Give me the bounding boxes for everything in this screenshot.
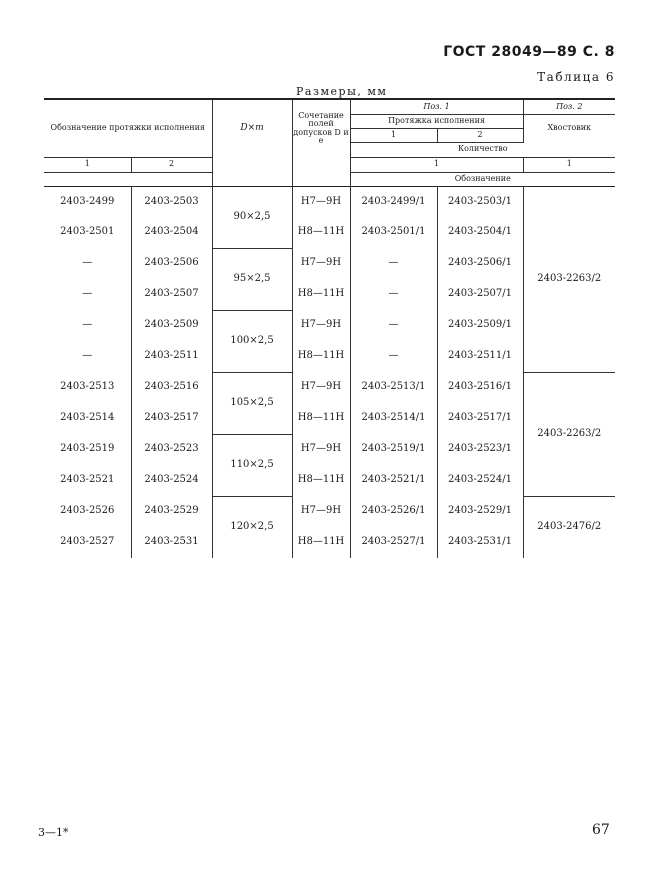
footer-mark: 3—1* xyxy=(38,826,69,839)
tolerance-cell: Н7—9Н xyxy=(292,434,350,465)
pos1-variant2-cell: 2403-2517/1 xyxy=(437,403,523,434)
dxm-cell: 105×2,5 xyxy=(212,372,292,434)
pos1-variant2-cell: 2403-2503/1 xyxy=(437,186,523,217)
pos1-variant1-cell: 2403-2521/1 xyxy=(350,465,437,496)
pos1-variant1-cell: — xyxy=(350,310,437,341)
dxm-cell: 95×2,5 xyxy=(212,248,292,310)
tolerance-cell: Н7—9Н xyxy=(292,372,350,403)
pos1-variant1-cell: 2403-2519/1 xyxy=(350,434,437,465)
table-row xyxy=(44,496,615,527)
variant2-cell: 2403-2529 xyxy=(131,496,212,527)
header-broach-variant: Протяжка исполнения xyxy=(350,114,523,128)
pos1-variant1-cell: 2403-2499/1 xyxy=(350,186,437,217)
dxm-cell: 100×2,5 xyxy=(212,310,292,372)
pos1-variant2-cell: 2403-2506/1 xyxy=(437,248,523,279)
shank-cell: 2403-2476/2 xyxy=(537,521,602,532)
tolerance-cell: Н8—11Н xyxy=(292,279,350,310)
pos1-variant1-cell: 2403-2527/1 xyxy=(350,527,437,558)
variant1-cell: — xyxy=(44,310,131,341)
tolerance-cell: Н7—9Н xyxy=(292,248,350,279)
variant2-cell: 2403-2531 xyxy=(131,527,212,558)
tolerance-cell: Н8—11Н xyxy=(292,527,350,558)
variant1-cell: 2403-2519 xyxy=(44,434,131,465)
pos1-variant2-cell: 2403-2524/1 xyxy=(437,465,523,496)
variant1-cell: 2403-2499 xyxy=(44,186,131,217)
variant1-cell: 2403-2501 xyxy=(44,217,131,248)
dxm-cell: 90×2,5 xyxy=(212,186,292,248)
dxm-cell: 110×2,5 xyxy=(212,434,292,496)
header-num2: 2 xyxy=(131,157,212,172)
variant2-cell: 2403-2517 xyxy=(131,403,212,434)
tolerance-cell: Н7—9Н xyxy=(292,186,350,217)
page-number: 67 xyxy=(592,822,610,838)
variant2-cell: 2403-2507 xyxy=(131,279,212,310)
variant1-cell: 2403-2521 xyxy=(44,465,131,496)
pos1-variant1-cell: — xyxy=(350,341,437,372)
tolerance-cell: Н8—11Н xyxy=(292,341,350,372)
variant1-cell: — xyxy=(44,248,131,279)
variant1-cell: 2403-2514 xyxy=(44,403,131,434)
variant1-cell: 2403-2527 xyxy=(44,527,131,558)
table-label: Таблица 6 xyxy=(537,70,615,84)
tolerance-cell: Н8—11Н xyxy=(292,465,350,496)
header-variant2: 2 xyxy=(437,128,523,142)
standard-number: ГОСТ 28049—89 С. 8 xyxy=(443,44,615,60)
variant1-cell: — xyxy=(44,279,131,310)
header-quantity: Количество xyxy=(350,142,615,157)
tolerance-cell: Н8—11Н xyxy=(292,403,350,434)
variant2-cell: 2403-2516 xyxy=(131,372,212,403)
pos1-variant2-cell: 2403-2529/1 xyxy=(437,496,523,527)
header-num1: 1 xyxy=(44,157,131,172)
table-body xyxy=(44,186,615,558)
pos1-variant2-cell: 2403-2509/1 xyxy=(437,310,523,341)
header-designation: Обозначение протяжки исполнения xyxy=(44,99,212,157)
dxm-cell: 120×2,5 xyxy=(212,496,292,558)
variant2-cell: 2403-2504 xyxy=(131,217,212,248)
header-variant1: 1 xyxy=(350,128,437,142)
variant1-cell: — xyxy=(44,341,131,372)
pos1-variant1-cell: 2403-2514/1 xyxy=(350,403,437,434)
table-row xyxy=(44,372,615,403)
tolerance-cell: Н7—9Н xyxy=(292,310,350,341)
table-row xyxy=(44,186,615,217)
header-shank: Хвостовик xyxy=(547,123,592,133)
pos1-variant2-cell: 2403-2504/1 xyxy=(437,217,523,248)
header-pos1: Поз. 1 xyxy=(350,99,523,114)
variant1-cell: 2403-2526 xyxy=(44,496,131,527)
variant2-cell: 2403-2503 xyxy=(131,186,212,217)
variant2-cell: 2403-2523 xyxy=(131,434,212,465)
shank-cell: 2403-2263/2 xyxy=(523,186,615,372)
pos1-variant1-cell: — xyxy=(350,279,437,310)
header-pos2: Поз. 2 xyxy=(523,99,615,114)
variant2-cell: 2403-2511 xyxy=(131,341,212,372)
pos1-variant2-cell: 2403-2516/1 xyxy=(437,372,523,403)
pos1-variant2-cell: 2403-2507/1 xyxy=(437,279,523,310)
pos1-variant1-cell: 2403-2501/1 xyxy=(350,217,437,248)
shank-cell: 2403-2263/2 xyxy=(523,372,615,496)
variant1-cell: 2403-2513 xyxy=(44,372,131,403)
variant2-cell: 2403-2509 xyxy=(131,310,212,341)
pos1-variant2-cell: 2403-2531/1 xyxy=(437,527,523,558)
pos1-variant2-cell: 2403-2511/1 xyxy=(437,341,523,372)
dimensions-label: Размеры, мм xyxy=(296,85,388,98)
specification-table xyxy=(44,98,615,558)
pos1-variant1-cell: 2403-2526/1 xyxy=(350,496,437,527)
tolerance-cell: Н7—9Н xyxy=(292,496,350,527)
header-tolerance: Сочетание полей допусков D и е xyxy=(292,99,350,157)
header-dxm: D×m xyxy=(212,99,292,157)
header-qty2: 1 xyxy=(523,157,615,172)
header-qty1: 1 xyxy=(350,157,523,172)
header-designation-sub: Обозначение xyxy=(350,172,615,186)
pos1-variant1-cell: 2403-2513/1 xyxy=(350,372,437,403)
table-header xyxy=(44,99,615,186)
tolerance-cell: Н8—11Н xyxy=(292,217,350,248)
pos1-variant1-cell: — xyxy=(350,248,437,279)
variant2-cell: 2403-2524 xyxy=(131,465,212,496)
pos1-variant2-cell: 2403-2523/1 xyxy=(437,434,523,465)
variant2-cell: 2403-2506 xyxy=(131,248,212,279)
